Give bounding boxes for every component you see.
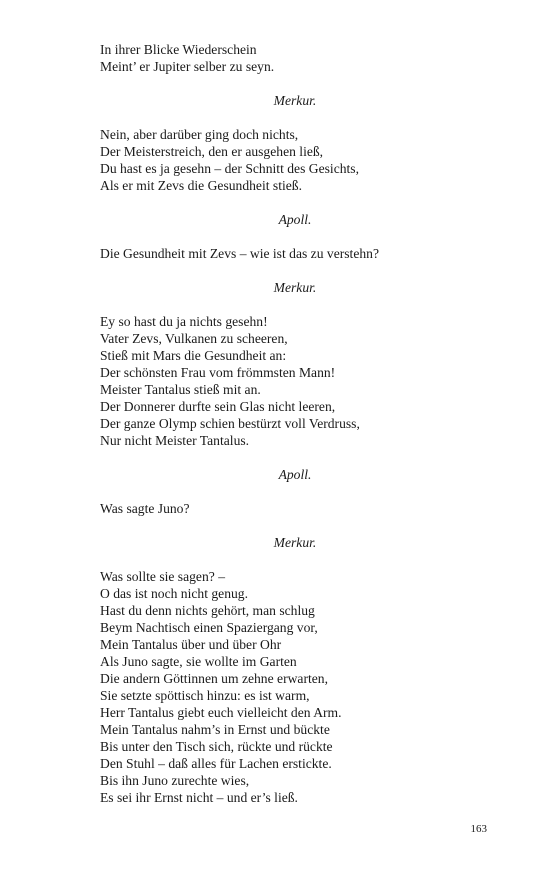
verse-block: [100, 500, 500, 517]
verse-block: [100, 245, 500, 262]
page-number: 163: [470, 823, 487, 835]
verse-line: Was sagte Juno?: [100, 501, 190, 516]
verse-line: Die andern Göttinnen um zehne erwarten,: [100, 671, 328, 686]
verse-line: In ihrer Blicke Wiederschein: [100, 42, 257, 57]
verse-block: [100, 126, 500, 194]
verse-line: Nur nicht Meister Tantalus.: [100, 433, 250, 448]
verse-line: Bis ihn Juno zurechte wies,: [100, 773, 250, 788]
speaker-label: Apoll.: [278, 212, 312, 227]
verse-line: Was sollte sie sagen? –: [100, 569, 225, 584]
verse-line: Die Gesundheit mit Zevs – wie ist das zu verstehn?: [100, 246, 379, 261]
verse-line: Hast du denn nichts gehört, man schlug: [100, 603, 315, 618]
speaker-label: Merkur.: [273, 535, 317, 550]
verse-line: Meint’ er Jupiter selber zu seyn.: [100, 59, 275, 74]
verse-line: Sie setzte spöttisch hinzu: es ist warm,: [100, 688, 310, 703]
verse-block: [100, 41, 500, 75]
verse-line: Als Juno sagte, sie wollte im Garten: [100, 654, 297, 669]
verse-line: Als er mit Zevs die Gesundheit stieß.: [100, 178, 302, 193]
speaker-label: Merkur.: [273, 93, 317, 108]
verse-line: Der schönsten Frau vom frömmsten Mann!: [100, 365, 336, 380]
page-body: [100, 41, 500, 806]
verse-line: Mein Tantalus nahm’s in Ernst und bückte: [100, 722, 330, 737]
speaker-label: Merkur.: [273, 280, 317, 295]
verse-line: Mein Tantalus über und über Ohr: [100, 637, 282, 652]
verse-line: Herr Tantalus giebt euch vielleicht den Arm.: [100, 705, 342, 720]
verse-line: Vater Zevs, Vulkanen zu scheeren,: [100, 331, 288, 346]
verse-line: Meister Tantalus stieß mit an.: [100, 382, 261, 397]
verse-line: Der Meisterstreich, den er ausgehen ließ,: [100, 144, 324, 159]
verse-line: O das ist noch nicht genug.: [100, 586, 248, 601]
verse-block: [100, 313, 500, 449]
verse-line: Der Donnerer durfte sein Glas nicht leeren,: [100, 399, 336, 414]
speaker-label: Apoll.: [278, 467, 312, 482]
verse-block: [100, 568, 500, 806]
verse-line: Den Stuhl – daß alles für Lachen erstickte.: [100, 756, 332, 771]
verse-line: Ey so hast du ja nichts gesehn!: [100, 314, 268, 329]
verse-line: Es sei ihr Ernst nicht – und er’s ließ.: [100, 790, 298, 805]
verse-line: Nein, aber darüber ging doch nichts,: [100, 127, 299, 142]
verse-line: Beym Nachtisch einen Spaziergang vor,: [100, 620, 318, 635]
verse-line: Der ganze Olymp schien bestürzt voll Verdruss,: [100, 416, 360, 431]
verse-line: Bis unter den Tisch sich, rückte und rückte: [100, 739, 333, 754]
verse-line: Du hast es ja gesehn – der Schnitt des Gesichts,: [100, 161, 359, 176]
verse-line: Stieß mit Mars die Gesundheit an:: [100, 348, 287, 363]
